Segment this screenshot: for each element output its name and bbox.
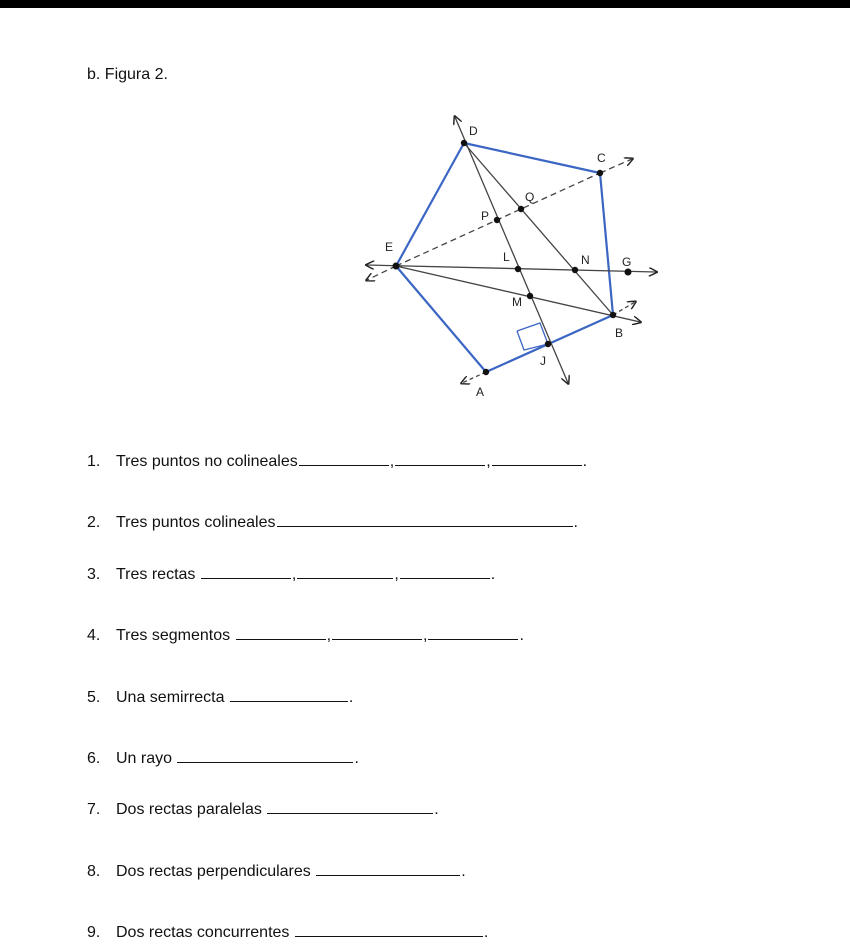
answer-blank[interactable] [177,748,353,763]
answer-blank[interactable] [400,564,490,579]
answer-blank[interactable] [295,922,483,937]
point-M [527,293,533,299]
label-G: G [622,255,632,269]
question-4: 4. Tres segmentos , , . [87,627,524,644]
question-7: 7. Dos rectas paralelas . [87,801,439,818]
point-B [610,312,616,318]
point-J [545,341,551,347]
label-N: N [581,253,590,267]
label-P: P [481,209,490,223]
line-EG [367,265,656,272]
label-D: D [469,124,478,138]
ray-E-arrow [367,266,396,280]
label-Q: Q [525,190,535,204]
point-A [483,369,489,375]
point-G [625,269,632,276]
answer-blank[interactable] [316,861,460,876]
answer-blank[interactable] [428,625,518,640]
answer-blank[interactable] [299,451,389,466]
side-AE [396,266,486,372]
question-6: 6. Un rayo . [87,750,359,767]
answer-blank[interactable] [230,687,348,702]
side-CB [600,173,613,315]
label-L: L [503,250,510,264]
side-DC [464,143,600,173]
answer-blank[interactable] [201,564,291,579]
label-M: M [512,295,522,309]
question-5: 5. Una semirrecta . [87,689,354,706]
question-8: 8. Dos rectas perpendiculares . [87,863,466,880]
points [393,140,632,375]
question-9: 9. Dos rectas concurrentes . [87,924,489,941]
question-1: 1. Tres puntos no colineales , , . [87,453,588,470]
point-Q [518,206,524,212]
point-P [494,217,500,223]
answer-blank[interactable] [492,451,582,466]
label-J: J [540,354,546,368]
answer-blank[interactable] [395,451,485,466]
line-EB [396,266,640,322]
label-A: A [476,385,485,399]
answer-blank[interactable] [332,625,422,640]
answer-blank[interactable] [297,564,393,579]
answer-blank[interactable] [236,625,326,640]
point-E [393,263,400,270]
question-2: 2. Tres puntos colineales . [87,514,578,531]
answer-blank[interactable] [277,512,573,527]
question-3: 3. Tres rectas , , . [87,566,496,583]
label-B: B [615,326,624,340]
section-title: b. Figura 2. [87,66,168,83]
side-ED [396,143,464,266]
segment-DB [464,143,613,315]
point-N [572,267,578,273]
ray-A-arrow [462,372,486,383]
answer-blank[interactable] [267,799,433,814]
point-D [461,140,467,146]
label-E: E [385,240,394,254]
label-C: C [597,151,606,165]
point-C [597,170,603,176]
point-L [515,266,521,272]
ray-B-arrow [613,302,635,315]
